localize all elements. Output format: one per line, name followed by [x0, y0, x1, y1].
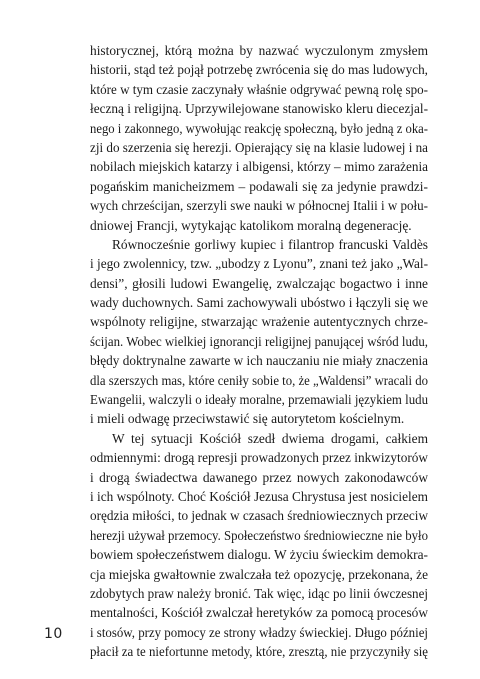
text-line	[90, 603, 428, 622]
text-line-content: nego i zakonnego, wywołując reakcję społeczną, było jedną z oka-	[90, 120, 428, 136]
text-line-content: i jego zwolennicy, tzw. „ubodzy z Lyonu”, znani też jako „Wal-	[90, 256, 428, 272]
text-line-content: zdobytych praw należy bronić. Tak więc, idąc po linii ówczesnej	[90, 585, 428, 601]
text-line-content: odmiennymi: drogą represji prowadzonych przez inkwizytorów	[90, 450, 428, 466]
paragraph	[90, 41, 428, 235]
text-line	[90, 235, 428, 254]
text-line	[90, 138, 428, 157]
text-line-content: wspólnoty religijne, stwarzając wrażenie autentycznych chrze-	[90, 314, 428, 330]
text-line-content: densi”, głosili ludowi Ewangelię, zwalczając bogactwo i inne	[90, 275, 428, 291]
text-line-content: dla szerszych mas, które ceniły sobie to, że „Waldensi” wracali do	[90, 372, 428, 388]
text-line	[90, 177, 428, 196]
text-line-content: ścijan. Wobec wielkiej ignorancji religijnej panującej wśród ludu,	[90, 333, 428, 349]
text-line-content: Ewangelii, walczyli o ideały moralne, przemawiali językiem ludu	[90, 392, 428, 408]
text-line-content: i stosów, przy pomocy ze strony władzy świeckiej. Długo później	[90, 624, 428, 640]
text-line-content: wady duchownych. Sami zachowywali ubóstwo i łączyli się we	[90, 295, 428, 311]
text-line	[90, 429, 428, 448]
text-line-content: i mieli odwagę przeciwstawić się autorytetom kościelnym.	[90, 411, 405, 427]
text-line-content: które w tym czasie zaczynały właśnie odgrywać pewną rolę spo-	[90, 81, 428, 97]
text-line	[90, 448, 428, 467]
text-line-content: mentalności, Kościół zwalczał heretyków za pomocą procesów	[90, 605, 428, 621]
text-line	[90, 390, 428, 409]
text-line-content: herezji używał przemocy. Społeczeństwo średniowieczne nie było	[90, 527, 428, 543]
text-line	[90, 584, 428, 603]
text-line-content: cja miejska gwałtownie zwalczała też opozycję, przekonana, że	[90, 566, 428, 582]
text-line	[90, 545, 428, 564]
text-line-content: orędzia miłości, to jednak w czasach średniowiecznych przeciw	[90, 508, 428, 524]
text-line-content: pogańskim manicheizmem – podawali się za jedynie prawdzi-	[90, 178, 428, 194]
text-line	[90, 409, 428, 428]
text-line-content: dniowej Francji, wytykając katolikom moralną degenerację.	[90, 217, 412, 233]
text-line	[90, 196, 428, 215]
text-line-content: łeczną i religijną. Uprzywilejowane stanowisko kleru diecezjal-	[90, 101, 428, 117]
text-line-content: Równocześnie gorliwy kupiec i filantrop francuski Valdès	[112, 236, 428, 252]
text-line	[90, 487, 428, 506]
text-line-content: płacił za te niefortunne metody, które, zresztą, nie przyczyniły się	[90, 644, 428, 660]
text-line-content: historycznej, którą można by nazwać wyczulonym zmysłem	[90, 43, 428, 58]
text-line-content: historii, stąd też pojął potrzebę zwrócenia się do mas ludowych,	[90, 62, 428, 78]
text-line-content: zji do szerzenia się herezji. Opierający się na klasie ludowej i na	[90, 139, 428, 155]
text-line-content: i drogą świadectwa dawanego przez nowych zakonodawców	[90, 469, 428, 485]
text-line	[90, 506, 428, 525]
text-line	[90, 293, 428, 312]
text-line	[90, 274, 428, 293]
text-line	[90, 371, 428, 390]
text-line	[90, 41, 428, 60]
page-number: 10	[44, 626, 63, 642]
text-line-content: W tej sytuacji Kościół szedł dwiema drogami, całkiem	[112, 430, 428, 446]
text-line	[90, 623, 428, 642]
text-line	[90, 332, 428, 351]
text-line	[90, 216, 428, 235]
text-line	[90, 99, 428, 118]
text-line	[90, 468, 428, 487]
text-line	[90, 157, 428, 176]
text-line	[90, 642, 428, 661]
text-line	[90, 80, 428, 99]
paragraph	[90, 429, 428, 662]
text-line	[90, 312, 428, 331]
body-text	[90, 41, 428, 662]
text-line	[90, 565, 428, 584]
text-line	[90, 351, 428, 370]
text-line-content: nobilach miejskich katarzy i albigensi, którzy – mimo zarażenia	[90, 159, 428, 175]
text-line	[90, 60, 428, 79]
text-line-content: błędy doktrynalne zawarte w ich nauczaniu nie miały znaczenia	[90, 353, 428, 369]
paragraph	[90, 235, 428, 429]
text-line-content: i ich wspólnoty. Choć Kościół Jezusa Chrystusa jest nosicielem	[90, 488, 428, 504]
text-line	[90, 526, 428, 545]
text-line	[90, 119, 428, 138]
text-line-content: bowiem społeczeństwem dialogu. W życiu świeckim demokra-	[90, 547, 428, 563]
text-line-content: wych chrześcijan, szerzyli swe nauki w północnej Italii i w połu-	[90, 198, 428, 214]
text-line	[90, 254, 428, 273]
